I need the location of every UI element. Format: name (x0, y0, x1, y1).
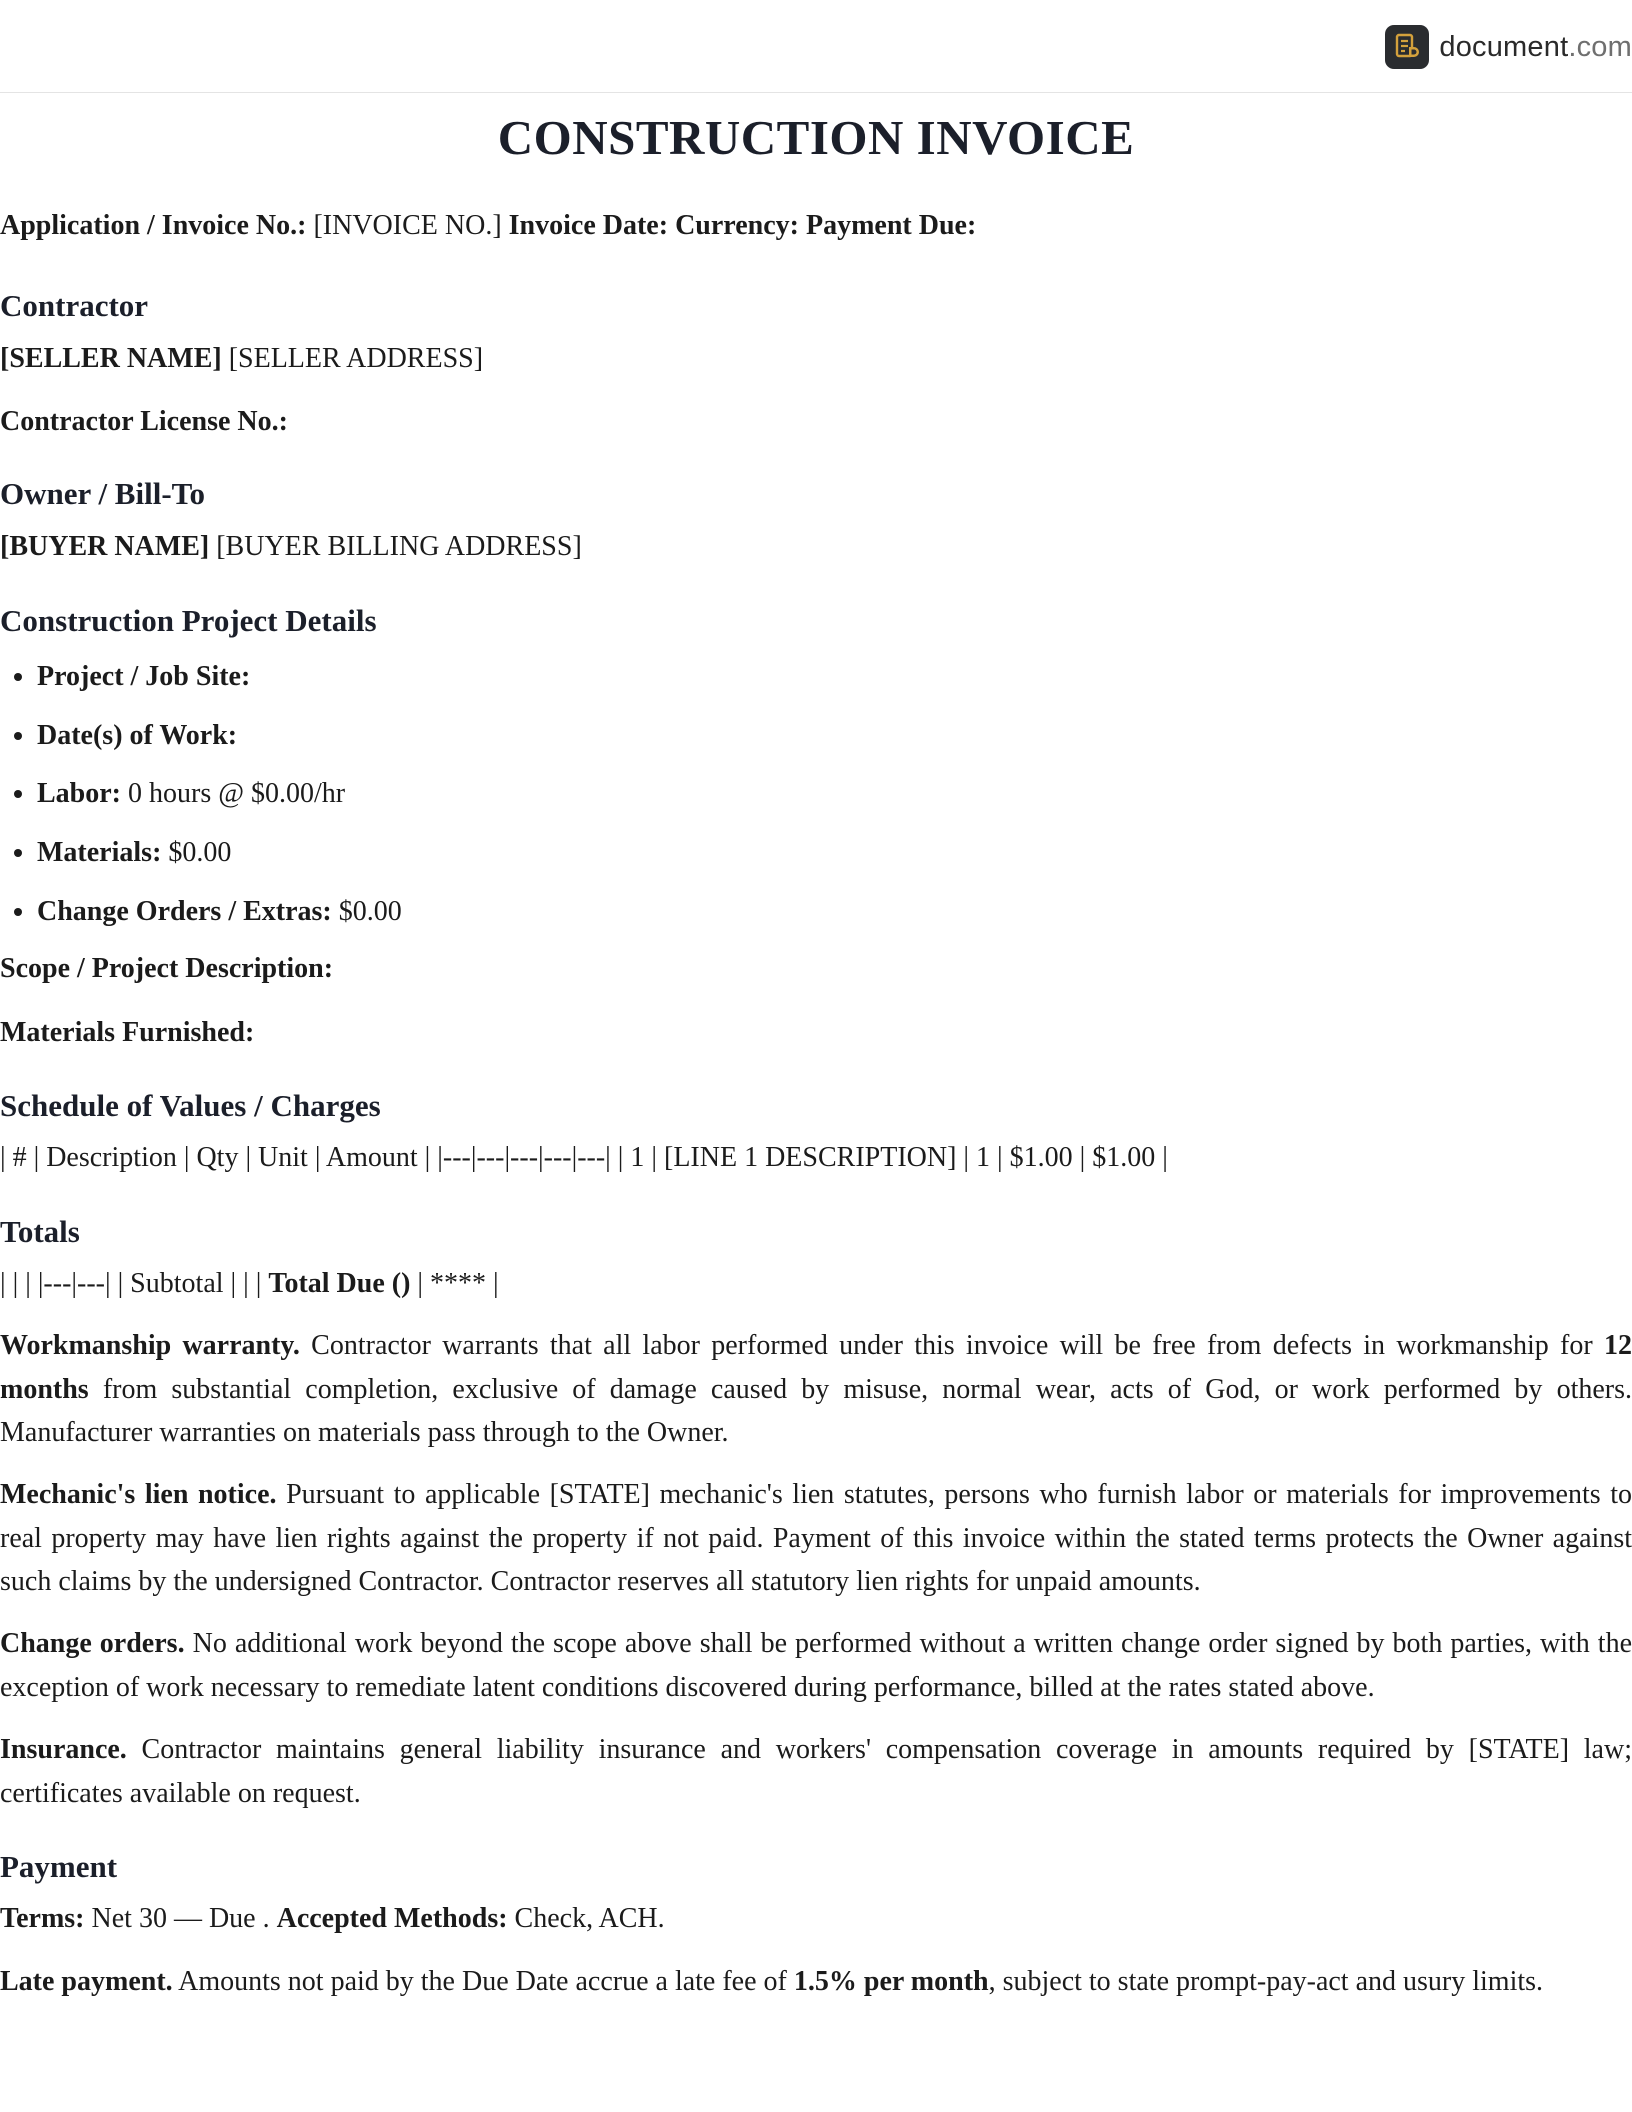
materials-furnished (0, 1011, 1632, 1054)
contractor-identity (0, 337, 1632, 380)
buyer-address: [BUYER BILLING ADDRESS] (216, 530, 582, 562)
contractor-license-label: Contractor License No.: (0, 406, 288, 438)
owner-identity (0, 525, 1632, 568)
contractor-license (0, 400, 1632, 443)
document-logo-icon (1385, 25, 1429, 69)
payment-due-label: Payment Due: (805, 209, 977, 241)
seller-name: [SELLER NAME] (0, 342, 222, 374)
invoice-document (0, 93, 1632, 2003)
materials-label: Materials Furnished: (0, 1016, 255, 1048)
payment-terms: Terms: Net 30 — Due . Accepted Methods: Check, ACH. (0, 1903, 665, 1935)
warranty-clause: Workmanship warranty. Contractor warrants that all labor performed under this invoice will be free from defects in workmanship for 12 months from substantial completion, exclusive of damage caused by misuse, normal wear, acts of God, or work performed by others. Manufacturer warranties on materials pass through to the Owner. (0, 1330, 1632, 1448)
payment-heading: Payment (0, 1849, 118, 1885)
schedule-raw-table: | # | Description | Qty | Unit | Amount | |---|---|---|---|---| | 1 | [LINE 1 DESCRIPTION] | 1 | $1.00 | $1.00 | (0, 1142, 1168, 1174)
contractor-heading: Contractor (0, 288, 149, 324)
currency-label: Currency: (675, 209, 799, 241)
insurance-clause: Insurance. Contractor maintains general liability insurance and workers' compensation coverage in amounts required by [STATE] law; certificates available on request. (0, 1734, 1632, 1809)
schedule-heading: Schedule of Values / Charges (0, 1087, 381, 1123)
project-details-heading: Construction Project Details (0, 603, 377, 639)
document-title: CONSTRUCTION INVOICE (497, 110, 1135, 165)
total-due-label: Total Due () (268, 1267, 411, 1299)
invoice-no-value: [INVOICE NO.] (313, 209, 502, 241)
list-item: • Date(s) of Work: (37, 719, 1632, 753)
brand-name: document.com (1439, 30, 1632, 63)
late-payment-clause: Late payment. Amounts not paid by the Due Date accrue a late fee of 1.5% per month, subject to state prompt-pay-act and usury limits. (0, 1965, 1544, 1997)
brand-logo-link[interactable] (1385, 25, 1632, 69)
invoice-date-label: Invoice Date: (508, 209, 669, 241)
buyer-name: [BUYER NAME] (0, 530, 210, 562)
list-item: • Change Orders / Extras: $0.00 (37, 895, 1632, 929)
invoice-no-label: Application / Invoice No.: (0, 209, 307, 241)
scope-description (0, 947, 1632, 990)
owner-heading: Owner / Bill-To (0, 476, 205, 512)
scope-label: Scope / Project Description: (0, 953, 334, 985)
totals-raw-table: | | | |---|---| | Subtotal | | | Total Due () | **** | (0, 1267, 499, 1299)
project-details-list (0, 660, 1632, 928)
lien-notice-clause: Mechanic's lien notice. Pursuant to applicable [STATE] mechanic's lien statutes, persons who furnish labor or materials for improvements to real property may have lien rights against the property if not paid. Payment of this invoice within the stated terms protects the Owner against such claims by the undersigned Contractor. Contractor reserves all statutory lien rights for unpaid amounts. (0, 1479, 1632, 1598)
list-item: • Project / Job Site: (37, 660, 1632, 694)
list-item: • Materials: $0.00 (37, 836, 1632, 870)
seller-address: [SELLER ADDRESS] (228, 342, 484, 374)
list-item: • Labor: 0 hours @ $0.00/hr (37, 777, 1632, 811)
top-bar (0, 0, 1632, 93)
totals-heading: Totals (0, 1213, 80, 1249)
invoice-meta-line (0, 209, 1632, 243)
change-orders-clause: Change orders. No additional work beyond the scope above shall be performed without a written change order signed by both parties, with the exception of work necessary to remediate latent conditions discovered during performance, billed at the rates stated above. (0, 1628, 1632, 1703)
